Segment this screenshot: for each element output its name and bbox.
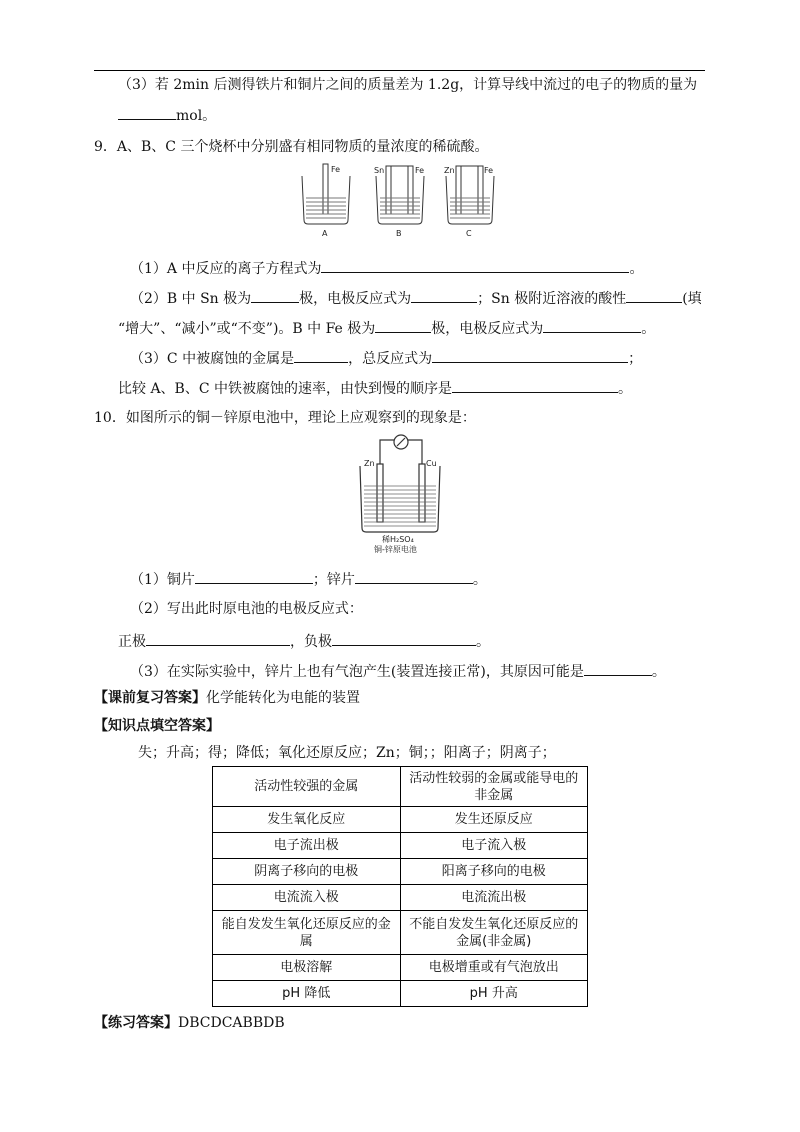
- q10-stem: 10．如图所示的铜－锌原电池中，理论上应观察到的现象是：: [94, 410, 476, 426]
- sn-label: Sn: [374, 166, 385, 175]
- q9-2-line2: “增大”、“减小”或“不变”)。B 中 Fe 极为 极，电极反应式为 。: [118, 317, 655, 339]
- beaker-a-label: A: [322, 229, 328, 238]
- answer-blank[interactable]: [332, 630, 476, 646]
- answer-blank[interactable]: [355, 568, 473, 584]
- q8-3-line1: （3）若 2min 后测得铁片和铜片之间的质量差为 1.2g，计算导线中流过的电子的物质的量为: [118, 77, 698, 93]
- zn-label: Zn: [444, 166, 455, 175]
- table-cell-left: 电子流出极: [213, 833, 401, 859]
- table-cell-left: 能自发发生氧化还原反应的金属: [213, 911, 401, 955]
- table-row: [213, 981, 588, 1007]
- answer-blank[interactable]: [432, 347, 628, 363]
- zn-electrode-label: Zn: [364, 459, 375, 468]
- q10-1: （1）铜片 ；锌片 。: [130, 568, 487, 590]
- table-cell-right: 电极增重或有气泡放出: [400, 955, 588, 981]
- table-cell-left: 电极溶解: [213, 955, 401, 981]
- q9-1: （1）A 中反应的离子方程式为 。: [130, 257, 643, 279]
- q9-stem: 9．A、B、C 三个烧杯中分别盛有相同物质的量浓度的稀硫酸。: [94, 139, 489, 155]
- answer-blank[interactable]: [195, 568, 313, 584]
- q9-2-line1: （2）B 中 Sn 极为 极，电极反应式为 ；Sn 极附近溶液的酸性 (填: [130, 287, 702, 309]
- knowledge-answer-text: 失；升高；得；降低；氧化还原反应；Zn；铜；；阳离子；阴离子；: [138, 745, 556, 761]
- table-cell-right: pH 升高: [400, 981, 588, 1007]
- table-cell-left: 电流流入极: [213, 885, 401, 911]
- q10-3: （3）在实际实验中，锌片上也有气泡产生(装置连接正常)，其原因可能是 。: [130, 660, 666, 682]
- table-cell-right: 活动性较弱的金属或能导电的非金属: [400, 767, 588, 807]
- table-cell-left: 活动性较强的金属: [213, 767, 401, 807]
- fe-label-c: Fe: [484, 166, 494, 175]
- q9-beakers-figure: [298, 160, 498, 240]
- table-cell-right: 电子流入极: [400, 833, 588, 859]
- answer-blank[interactable]: [584, 660, 652, 676]
- q10-2-electrodes: 正极 ，负极 。: [118, 630, 490, 652]
- header-rule: [94, 70, 705, 71]
- knowledge-answer-label: 【知识点填空答案】: [94, 718, 220, 734]
- beaker-c-label: C: [466, 229, 472, 238]
- table-row: [213, 767, 588, 807]
- table-cell-right: 电流流出极: [400, 885, 588, 911]
- table-row: [213, 807, 588, 833]
- answer-blank[interactable]: [411, 287, 477, 303]
- figure-caption: 铜-锌原电池: [374, 545, 417, 554]
- answer-table: [212, 766, 588, 1007]
- beaker-b-label: B: [396, 229, 402, 238]
- answer-blank[interactable]: [626, 287, 682, 303]
- answer-blank[interactable]: [251, 287, 299, 303]
- q9-3-line2: 比较 A、B、C 中铁被腐蚀的速率，由快到慢的顺序是 。: [118, 377, 632, 399]
- table-row: [213, 885, 588, 911]
- table-cell-left: 发生氧化反应: [213, 807, 401, 833]
- table-cell-left: 阴离子移向的电极: [213, 859, 401, 885]
- review-answer: 【课前复习答案】化学能转化为电能的装置: [94, 690, 360, 706]
- practice-answer: 【练习答案】DBCDCABBDB: [94, 1015, 285, 1031]
- table-row: [213, 911, 588, 955]
- answer-blank[interactable]: [543, 317, 641, 333]
- table-row: [213, 859, 588, 885]
- table-cell-right: 发生还原反应: [400, 807, 588, 833]
- solution-label: 稀H₂SO₄: [382, 535, 414, 544]
- answer-blank[interactable]: [294, 347, 348, 363]
- cu-electrode-label: Cu: [426, 459, 437, 468]
- answer-blank[interactable]: [118, 104, 176, 120]
- answer-blank[interactable]: [321, 257, 629, 273]
- table-row: [213, 955, 588, 981]
- q10-cell-figure: [350, 432, 450, 554]
- q9-3-line1: （3）C 中被腐蚀的金属是 ，总反应式为 ；: [130, 347, 642, 369]
- q10-2: （2）写出此时原电池的电极反应式：: [130, 601, 363, 617]
- table-row: [213, 833, 588, 859]
- fe-label-a: Fe: [331, 165, 341, 174]
- table-cell-right: 不能自发发生氧化还原反应的金属(非金属): [400, 911, 588, 955]
- fe-label-b: Fe: [415, 166, 425, 175]
- q8-3-line2: mol。: [118, 104, 216, 126]
- table-cell-right: 阳离子移向的电极: [400, 859, 588, 885]
- answer-blank[interactable]: [452, 377, 618, 393]
- answer-blank[interactable]: [375, 317, 431, 333]
- table-cell-left: pH 降低: [213, 981, 401, 1007]
- answer-blank[interactable]: [146, 630, 290, 646]
